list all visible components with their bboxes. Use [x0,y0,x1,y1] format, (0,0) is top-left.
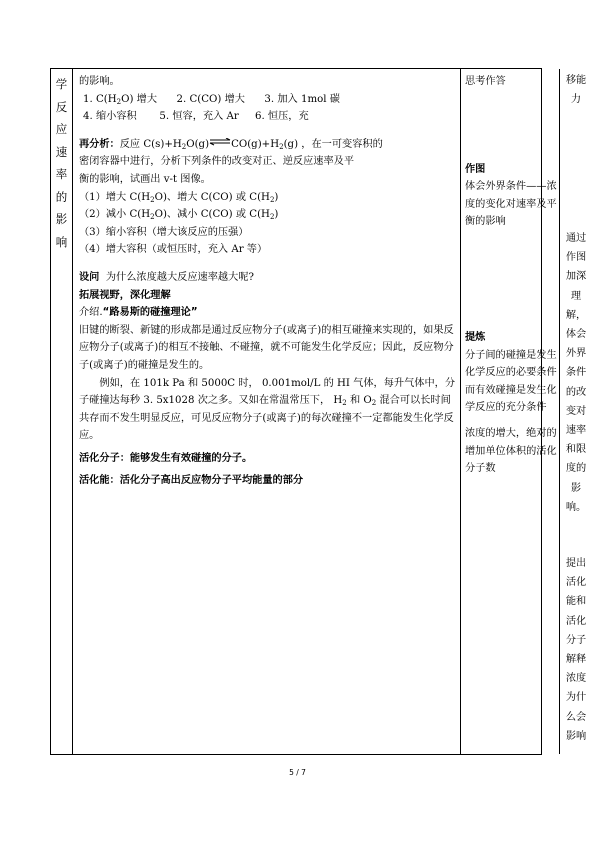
intent-line: 响。 [565,501,587,513]
question-line [79,269,457,287]
intent-line: 么会 [565,711,587,723]
equation-part: 反应 C(s)+H [119,138,182,150]
analysis-line-1 [79,136,457,154]
activated-molecule-definition: 活化分子：能够发生有效碰撞的分子。 [79,452,253,464]
topic-char: 的 [55,189,68,204]
topic-char: 响 [55,234,68,249]
analysis-item-3: （3）缩小容积（增大该反应的压强） [79,226,249,238]
analysis-item-1 [79,189,457,207]
intent-line: 分子 [565,634,587,646]
analysis-line-2: 密闭容器中进行，分析下列条件的改变对正、逆反应速率及平 [79,156,355,168]
intent-line: 活化 [565,577,587,589]
analysis-item-2 [79,206,457,224]
topic-char: 应 [55,122,68,136]
activity-collision-sufficient: 而有效碰撞是发生化学反应的充分条件 [465,384,557,414]
intent-line: 解释 [565,654,587,666]
intent-line: 理 [570,290,582,302]
topic-char: 影 [55,212,68,226]
item-text: （2）减小 C(H [79,209,151,221]
condition-3: 3. 加入 1mol 碳 [264,93,340,105]
intent-line: 活化 [565,615,587,627]
design-intent-column [560,69,592,754]
intent-line: 体会 [565,329,587,341]
activity-draw: 作图 [465,163,486,175]
topic-column [51,69,72,754]
item-text: O)、减小 C(CO) 或 C(H [154,209,270,221]
intent-line: 加深 [565,271,587,283]
intent-line: 作图 [565,252,587,264]
intent-line: 影 [570,482,582,494]
analysis-item-4: （4）增大容积（或恒压时，充入 Ar 等） [79,244,268,256]
text-line: 的影响。 [79,76,120,87]
intent-group-3 [561,554,591,746]
intent-group-1 [561,71,591,109]
student-activity-content [465,73,557,478]
topic-vertical-text [51,73,72,253]
intent-line: 的改 [565,386,587,398]
intent-line: 外界 [565,348,587,360]
activity-answer: 思考作答 [465,76,506,87]
item-text: O)、增大 C(CO) 或 C(H [154,191,270,203]
question-text: 为什么浓度越大反应速率越大呢? [105,271,254,283]
topic-char: 率 [55,167,68,181]
intent-group-2 [561,229,591,517]
item-text: ) [274,209,279,221]
subscript: 2 [342,399,347,408]
subscript: 2 [269,213,275,222]
expand-heading: 拓展视野，深化理解 [79,289,171,301]
intent-line: 通过 [565,233,587,244]
condition-list-row-1 [79,91,457,109]
intent-line: 解， [565,309,587,321]
topic-char: 反 [55,99,68,114]
condition-1b: O) 增大 [121,93,158,105]
intent-line: 浓度 [565,673,587,685]
intro-line [79,304,457,322]
activity-collision-necessary: 分子间的碰撞是发生化学反应的必要条件 [465,349,557,379]
equation-part: O(g) [186,138,210,150]
paragraph-text: 例如，在 101k Pa 和 5000C 时， 0.001mol/L 的 HI 气体，每升气体中，分子碰撞达每秒 3. 5x1028 次之多。又如在常温常压下， H [79,377,456,407]
intro-label: 介绍. [79,307,103,319]
paragraph-text: 混合可以长时间共存而不发生明显反应，可见反应物分子(或离子)的每次碰撞不一定都能发生化学反应。 [79,395,454,442]
activity-refine: 提炼 [465,331,486,343]
subscript: 2 [371,399,377,408]
condition-list-row-2 [79,108,457,126]
activity-concentration: 浓度的增大，绝对的增加单位体积的活化分子数 [465,427,557,475]
subscript: 2 [150,213,155,222]
paragraph-collision: 旧键的断裂、新键的形成都是通过反应物分子(或离子)的相互碰撞来实现的，如果反应物分子(或离子)的相互不接触、不碰撞，就不可能发生化学反应；因此，反应物分子(或离子)的碰撞是发生的。 [79,324,454,371]
paragraph-example [79,375,457,445]
intent-line: 能和 [565,596,587,608]
activation-energy-definition: 活化能：活化分子高出反应物分子平均能量的部分 [79,475,304,487]
intent-line: 变对 [565,405,587,417]
topic-char: 学 [55,77,68,91]
content-column [73,69,460,754]
intro-title: “路易斯的碰撞理论” [102,307,198,319]
subscript: 2 [150,195,155,204]
page-number: 5 / 7 [289,768,306,777]
activity-feel: 体会外界条件——浓度的变化对速率及平衡的影响 [465,181,557,228]
intent-line: 为什 [565,692,587,704]
equation-part: CO(g)+H [231,138,280,150]
lesson-table [50,68,587,755]
condition-5: 5. 恒容，充入 Ar [159,111,239,123]
subscript: 2 [269,195,275,204]
intent-line: 移能 [565,75,587,86]
condition-2: 2. C(CO) 增大 [176,93,245,105]
intent-line: 和限 [565,444,587,456]
condition-4: 4. 缩小容积 [83,111,137,123]
equation-part: (g) ，在一可变容积的 [283,138,383,150]
condition-1a: 1. C(H [83,93,117,105]
intent-line: 力 [570,94,582,106]
intent-line: 速率 [565,425,587,437]
subscript: 2 [116,97,122,106]
item-text: ) [274,191,279,203]
intent-line: 度的 [565,463,587,475]
intent-line: 提出 [565,558,587,569]
student-activity-column [461,69,559,754]
intent-line: 条件 [565,367,587,379]
analysis-line-3: 衡的影响，试画出 v-t 图像。 [79,173,211,185]
item-text: （1）增大 C(H [79,191,151,203]
subscript: 2 [181,142,187,151]
question-label: 设问 [79,271,100,283]
main-content [79,73,457,490]
condition-6: 6. 恒压，充 [254,111,309,123]
intent-line: 影响 [565,730,587,742]
paragraph-text: 和 O [346,395,372,407]
analysis-label: 再分析： [79,138,120,150]
subscript: 2 [279,142,284,151]
topic-char: 速 [55,144,68,159]
equilibrium-arrow-icon [209,138,231,146]
